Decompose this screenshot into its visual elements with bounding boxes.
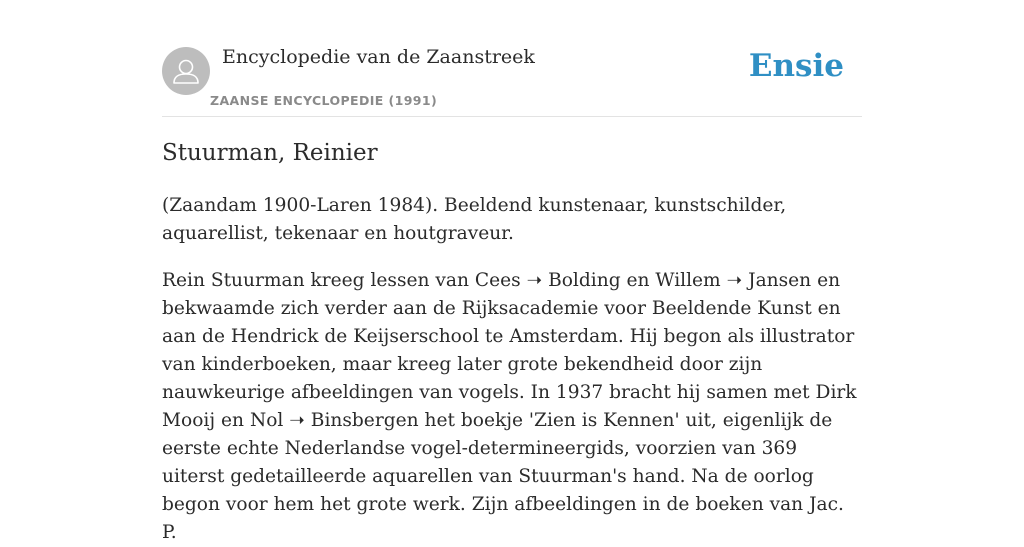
ensie-logo[interactable]: Ensie — [748, 48, 844, 84]
reference-link-bolding[interactable]: Bolding — [548, 270, 621, 291]
article-title: Stuurman, Reinier — [162, 140, 378, 166]
source-title[interactable]: Encyclopedie van de Zaanstreek — [222, 46, 535, 68]
page — [162, 0, 862, 543]
user-silhouette-icon — [162, 47, 210, 95]
paragraph-text: en Willem — [620, 270, 727, 291]
article-paragraph-1: (Zaandam 1900-Laren 1984). Beeldend kunstenaar, kunstschilder, aquarellist, tekenaar en houtgraveur. — [162, 195, 787, 244]
source-subtitle[interactable]: ZAANSE ENCYCLOPEDIE (1991) — [210, 93, 438, 108]
page-header — [162, 0, 862, 117]
reference-link-binsbergen[interactable]: Binsbergen — [310, 410, 419, 431]
paragraph-text: het boekje 'Zien is Kennen' uit, eigenlijk de eerste echte Nederlandse vogel-determineergids, voorzien van 369 uiterst gedetailleerde aquarellen van Stuurman's hand. Na de oorlog begon voor hem het grote werk. Zijn afbeeldingen in de boeken van Jac. P. — [162, 410, 844, 543]
paragraph-text: en bekwaamde zich verder aan de Rijksacademie voor Beeldende Kunst en aan de Hendrick de Keijserschool te Amsterdam. Hij begon als illustrator van kinderboeken, maar kreeg later grote bekendheid door zijn nauwkeurige afbeeldingen van vogels. In 1937 bracht hij samen met Dirk Mooij en Nol — [162, 270, 857, 431]
reference-link-jansen[interactable]: Jansen — [748, 270, 812, 291]
paragraph-text: Rein Stuurman kreeg lessen van Cees — [162, 270, 527, 291]
reference-arrow-icon: ➝ — [289, 410, 305, 431]
article-paragraph-2 — [162, 267, 862, 547]
reference-arrow-icon: ➝ — [726, 270, 743, 291]
source-avatar[interactable] — [162, 47, 210, 95]
reference-arrow-icon: ➝ — [526, 270, 543, 291]
